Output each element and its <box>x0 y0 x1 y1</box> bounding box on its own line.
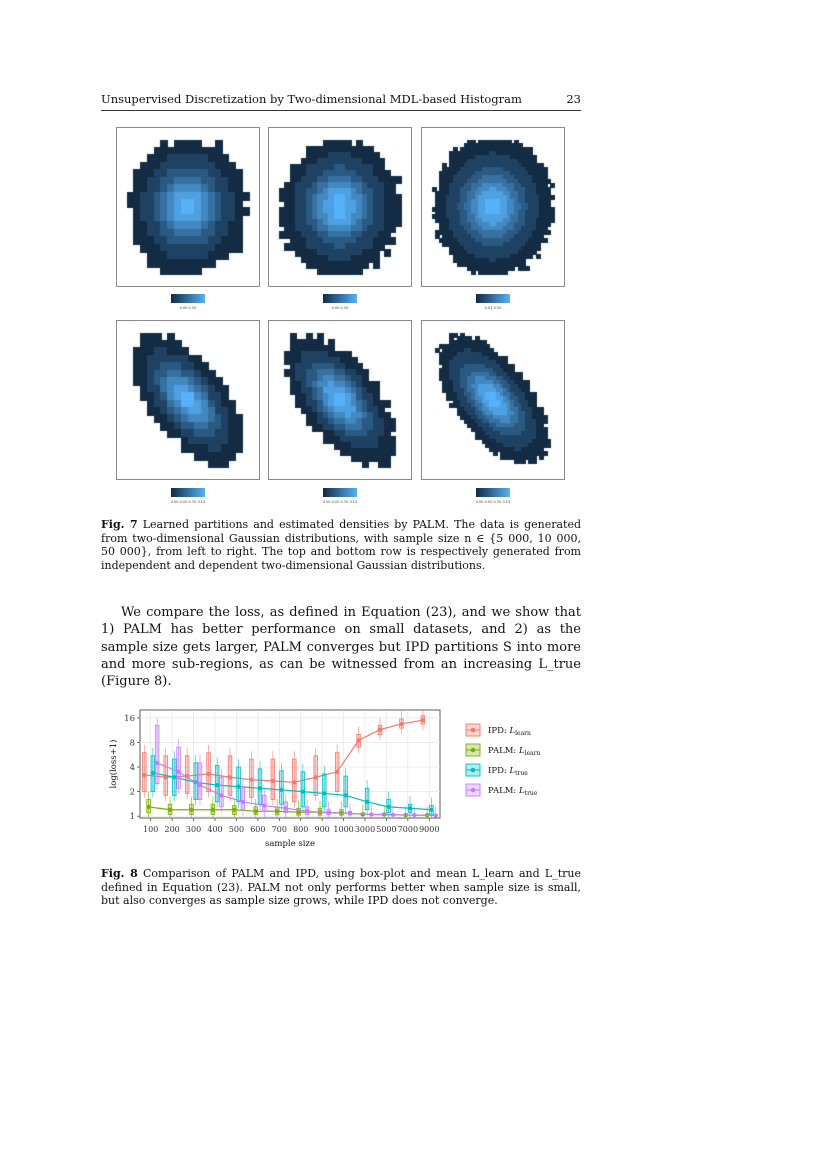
x-tick-label: 9000 <box>419 825 440 834</box>
x-tick-label: 100 <box>143 825 159 834</box>
legend-label: IPD: $L_{learn}$ <box>488 726 531 737</box>
mean-point <box>412 813 416 817</box>
mean-point <box>292 780 296 784</box>
density-heatmap <box>117 321 259 479</box>
colorbar-labels: 0.00 0.05 0.10 0.15 <box>475 500 511 504</box>
box <box>262 795 266 811</box>
x-tick-label: 7000 <box>397 825 419 834</box>
box <box>198 763 202 800</box>
x-tick-label: 3000 <box>354 825 376 834</box>
mean-point <box>168 808 172 812</box>
mean-point <box>219 793 223 797</box>
caption-label: Fig. 8 <box>101 867 138 880</box>
mean-point <box>399 722 403 726</box>
mean-point <box>254 809 258 813</box>
mean-point <box>284 806 288 810</box>
box <box>220 777 224 807</box>
density-panel <box>268 127 412 287</box>
x-axis-label: sample size <box>265 839 315 849</box>
colorbar <box>476 294 510 303</box>
mean-point <box>232 808 236 812</box>
box <box>237 767 241 802</box>
mean-point <box>249 778 253 782</box>
mean-point <box>211 808 215 812</box>
colorbar-labels: 0.00 0.10 <box>331 306 349 310</box>
colorbar-labels: 0.00 0.10 <box>179 306 197 310</box>
legend-key-point <box>471 748 476 753</box>
mean-point <box>206 772 210 776</box>
x-tick-label: 800 <box>293 825 309 834</box>
density-heatmap <box>117 128 259 286</box>
page-number: 23 <box>566 92 581 106</box>
x-tick-label: 700 <box>271 825 287 834</box>
mean-point <box>421 718 425 722</box>
x-tick-label: 500 <box>228 825 245 834</box>
y-tick-label: 4 <box>129 763 135 774</box>
box <box>322 774 326 807</box>
x-tick-label: 600 <box>250 825 266 834</box>
colorbar-labels: 0.01 0.10 <box>484 306 502 310</box>
mean-point <box>279 788 283 792</box>
density-panel <box>421 320 565 480</box>
mean-point <box>429 808 433 812</box>
caption-text: Comparison of PALM and IPD, using box-plot and mean L_learn and L_true defined in Equation (23). PALM not only performs better when sample size is small, but also converges as sample size grows, while IPD does not converge. <box>101 867 581 908</box>
mean-point <box>172 775 176 779</box>
mean-point <box>176 770 180 774</box>
box <box>142 753 146 792</box>
box <box>155 725 159 783</box>
box <box>241 787 245 810</box>
mean-point <box>142 773 146 777</box>
density-panel <box>116 127 260 287</box>
mean-point <box>408 806 412 810</box>
mean-point <box>344 793 348 797</box>
box <box>344 776 348 807</box>
y-tick-label: 1 <box>129 812 135 823</box>
colorbar <box>323 488 357 497</box>
mean-point <box>369 812 373 816</box>
box <box>280 771 284 804</box>
mean-point <box>189 808 193 812</box>
density-heatmap <box>422 128 564 286</box>
x-tick-label: 900 <box>314 825 330 834</box>
mean-point <box>228 775 232 779</box>
box <box>301 772 305 807</box>
legend-label: PALM: $L_{learn}$ <box>488 746 541 757</box>
x-tick-label: 400 <box>207 825 223 834</box>
mean-point <box>198 783 202 787</box>
legend-key-point <box>471 728 476 733</box>
y-tick-label: 2 <box>129 787 135 798</box>
mean-point <box>236 785 240 789</box>
mean-point <box>275 809 279 813</box>
colorbar <box>171 488 205 497</box>
x-tick-label: 1000 <box>333 825 354 834</box>
mean-point <box>155 761 159 765</box>
mean-point <box>258 786 262 790</box>
mean-point <box>305 809 309 813</box>
figure-7-caption <box>101 518 581 572</box>
figure-8-caption <box>101 867 581 908</box>
legend-label: PALM: $L_{true}$ <box>488 786 538 797</box>
mean-point <box>326 811 330 815</box>
y-tick-label: 16 <box>124 713 135 724</box>
mean-point <box>146 805 150 809</box>
mean-point <box>314 775 318 779</box>
mean-point <box>356 738 360 742</box>
density-panel <box>116 320 260 480</box>
legend-label: IPD: $L_{true}$ <box>488 766 528 777</box>
mean-point <box>262 803 266 807</box>
mean-point <box>434 813 438 817</box>
x-tick-label: 300 <box>185 825 202 834</box>
mean-point <box>322 791 326 795</box>
running-head <box>101 92 581 111</box>
y-axis-label: log(loss+1) <box>109 739 119 789</box>
box <box>365 788 369 809</box>
caption-label: Fig. 7 <box>101 518 138 531</box>
legend-key-point <box>471 768 476 773</box>
density-panel <box>421 127 565 287</box>
density-panel <box>268 320 412 480</box>
mean-point <box>378 728 382 732</box>
x-tick-label: 200 <box>164 825 180 834</box>
y-tick-label: 8 <box>129 738 135 749</box>
density-heatmap <box>269 128 411 286</box>
mean-point <box>335 770 339 774</box>
mean-point <box>301 790 305 794</box>
mean-point <box>215 783 219 787</box>
density-heatmap <box>422 321 564 479</box>
box <box>177 747 181 788</box>
colorbar-labels: 0.00 0.05 0.10 0.15 <box>322 500 358 504</box>
colorbar <box>171 294 205 303</box>
colorbar <box>323 294 357 303</box>
density-heatmap <box>269 321 411 479</box>
mean-point <box>391 813 395 817</box>
body-paragraph: We compare the loss, as defined in Equation (23), and we show that 1) PALM has better performance on small datasets, and 2) as the sample size gets larger, PALM converges but IPD partitions S into more and more sub-regions, as can be witnessed from an increasing L_true (Figure 8). <box>101 605 581 690</box>
mean-point <box>271 779 275 783</box>
running-title: Unsupervised Discretization by Two-dimensional MDL-based Histogram <box>101 92 522 106</box>
legend-key-point <box>471 788 476 793</box>
mean-point <box>241 800 245 804</box>
figure-8-chart <box>104 700 574 856</box>
colorbar-labels: 0.00 0.05 0.10 0.15 <box>170 500 206 504</box>
mean-point <box>365 800 369 804</box>
mean-point <box>151 771 155 775</box>
x-tick-label: 5000 <box>376 825 397 834</box>
mean-point <box>386 805 390 809</box>
caption-text: Learned partitions and estimated densities by PALM. The data is generated from two-dimensional Gaussian distributions, with sample size n ∈ {5 000, 10 000, 50 000}, from left to right. The top and bottom row is respectively generated from independent and dependent two-dimensional Gaussian distributions. <box>101 518 581 572</box>
colorbar <box>476 488 510 497</box>
mean-point <box>348 811 352 815</box>
